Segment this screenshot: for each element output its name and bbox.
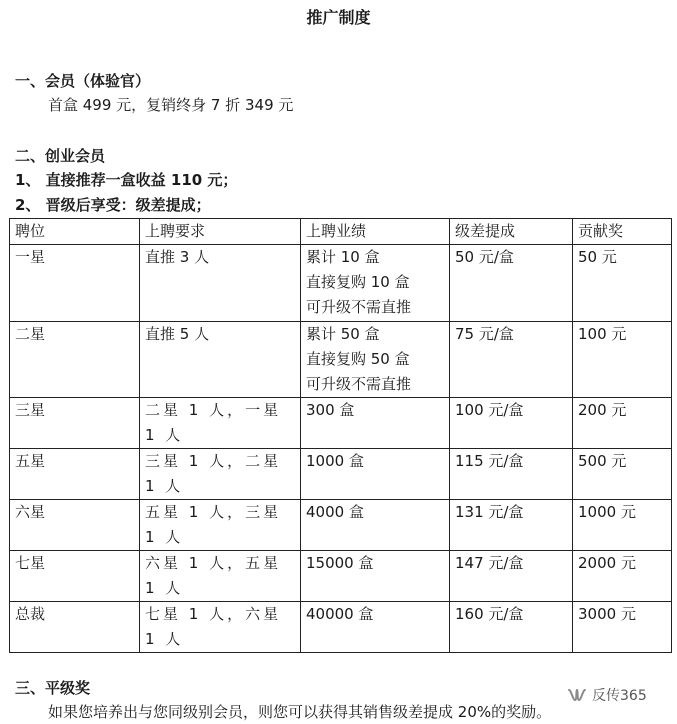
header-rank: 聘位 [10,219,140,245]
perf-line: 累计 10 盒 [306,248,380,266]
cell-rank: 总裁 [10,602,140,653]
cell-requirement: 二星 1 人，一星 1 人 [140,398,301,449]
cell-requirement: 直推 5 人 [140,322,301,398]
cell-diff: 131 元/盒 [450,500,573,551]
cell-performance [301,245,450,322]
cell-diff: 147 元/盒 [450,551,573,602]
cell-diff: 160 元/盒 [450,602,573,653]
cell-requirement: 三星 1 人，二星 1 人 [140,449,301,500]
cell-rank: 一星 [10,245,140,322]
section1-heading: 一、会员（体验官） [15,72,151,90]
cell-rank: 三星 [10,398,140,449]
cell-rank: 七星 [10,551,140,602]
cell-bonus: 500 元 [573,449,672,500]
cell-bonus: 1000 元 [573,500,672,551]
promotion-table [9,218,672,653]
cell-bonus: 200 元 [573,398,672,449]
table-row [10,449,672,500]
table-header-row [10,219,672,245]
cell-diff: 75 元/盒 [450,322,573,398]
cell-requirement: 六星 1 人，五星 1 人 [140,551,301,602]
section2-item1: 1、 直接推荐一盒收益 110 元； [15,171,238,189]
cell-diff: 115 元/盒 [450,449,573,500]
cell-requirement: 五星 1 人，三星 1 人 [140,500,301,551]
table-row [10,602,672,653]
cell-performance: 15000 盒 [301,551,450,602]
page-title: 推广制度 [306,8,371,27]
cell-performance [301,322,450,398]
header-requirement: 上聘要求 [140,219,301,245]
header-diff-commission: 级差提成 [450,219,573,245]
section3-heading: 三、平级奖 [15,679,91,697]
header-contribution-bonus: 贡献奖 [573,219,672,245]
perf-line: 累计 50 盒 [306,325,380,343]
cell-diff: 100 元/盒 [450,398,573,449]
cell-bonus: 2000 元 [573,551,672,602]
section2-item2: 2、 晋级后享受：级差提成； [15,196,211,214]
perf-line: 可升级不需直推 [306,298,412,316]
watermark-text: 反传365 [592,688,647,704]
cell-bonus: 3000 元 [573,602,672,653]
table-row [10,551,672,602]
header-performance: 上聘业绩 [301,219,450,245]
section3-desc: 如果您培养出与您同级别会员，则您可以获得其销售级差提成 20%的奖励。 [48,703,552,721]
cell-rank: 二星 [10,322,140,398]
table-row [10,500,672,551]
watermark [563,684,650,706]
wechat-channel-icon [566,686,588,704]
cell-performance: 300 盒 [301,398,450,449]
perf-line: 直接复购 50 盒 [306,350,410,368]
cell-requirement: 七星 1 人，六星 1 人 [140,602,301,653]
table-row [10,322,672,398]
table-row [10,398,672,449]
cell-requirement: 直推 3 人 [140,245,301,322]
cell-bonus: 100 元 [573,322,672,398]
cell-performance: 1000 盒 [301,449,450,500]
cell-bonus: 50 元 [573,245,672,322]
cell-rank: 五星 [10,449,140,500]
cell-diff: 50 元/盒 [450,245,573,322]
section1-desc: 首盒 499 元，复销终身 7 折 349 元 [48,96,294,114]
perf-line: 直接复购 10 盒 [306,273,410,291]
section2-heading: 二、创业会员 [15,147,106,165]
perf-line: 可升级不需直推 [306,375,412,393]
table-row [10,245,672,322]
cell-performance: 4000 盒 [301,500,450,551]
cell-performance: 40000 盒 [301,602,450,653]
cell-rank: 六星 [10,500,140,551]
